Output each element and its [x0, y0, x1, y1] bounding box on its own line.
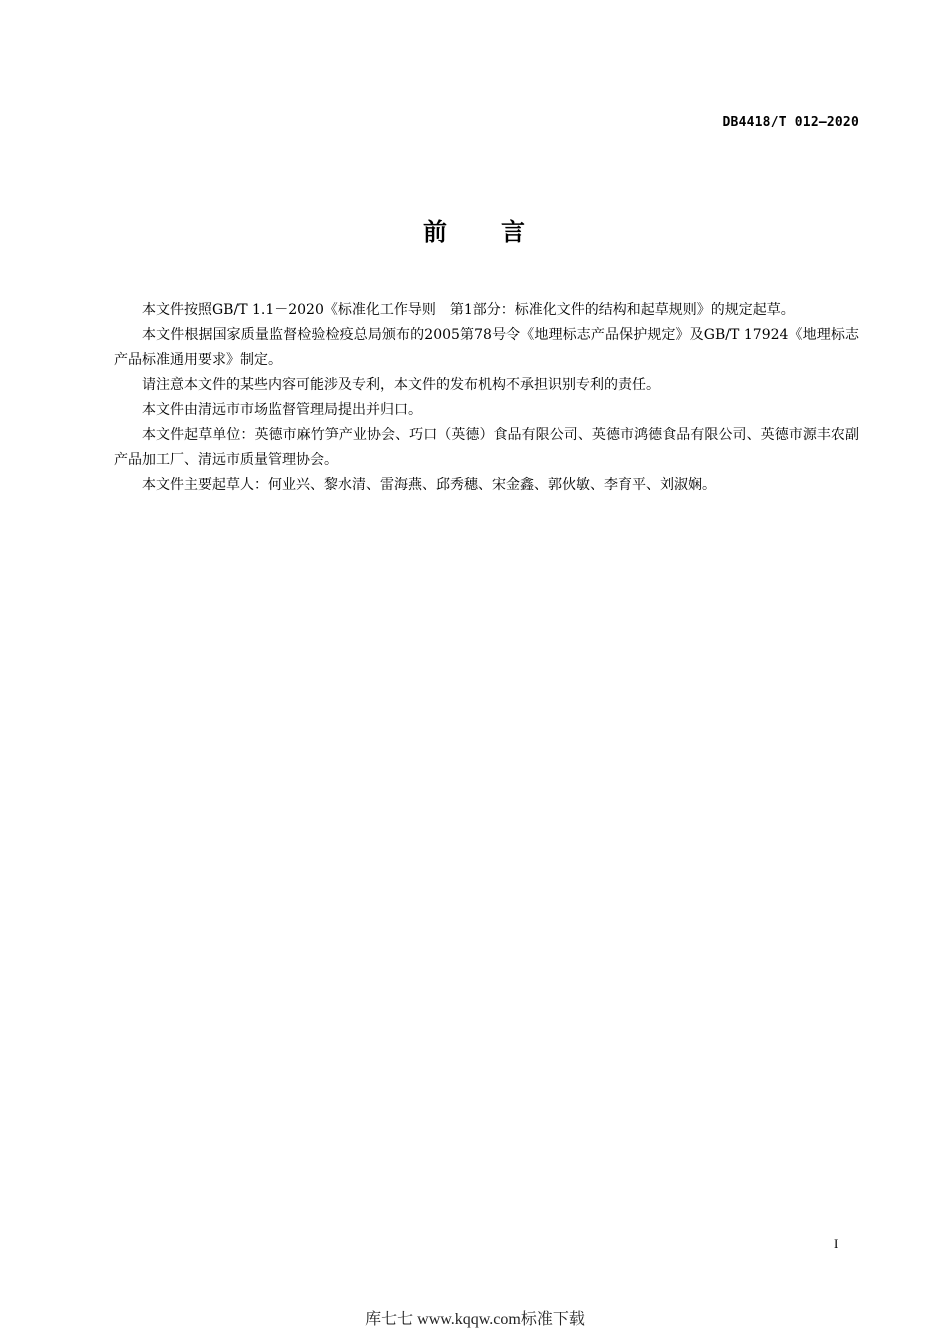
paragraph-drafting-units: 本文件起草单位：英德市麻竹笋产业协会、巧口（英德）食品有限公司、英德市鸿德食品有限公司、英德市源丰农副产品加工厂、清远市质量管理协会。 [114, 427, 859, 468]
paragraph-drafting-rules: 本文件按照GB/T 1.1－2020《标准化工作导则 第1部分：标准化文件的结构和起草规则》的规定起草。 [142, 302, 795, 318]
foreword-body [114, 298, 859, 498]
page-number: I [834, 1236, 839, 1251]
paragraph-proposer: 本文件由清远市市场监督管理局提出并归口。 [142, 402, 422, 418]
document-code: DB4418/T 012—2020 [722, 115, 859, 130]
page-title: 前 言 [423, 218, 527, 246]
footer-watermark: 库七七 www.kqqw.com标准下载 [365, 1311, 585, 1328]
paragraph-basis: 本文件根据国家质量监督检验检疫总局颁布的2005第78号令《地理标志产品保护规定》及GB/T 17924《地理标志产品标准通用要求》制定。 [114, 327, 859, 368]
paragraph-patent-notice: 请注意本文件的某些内容可能涉及专利，本文件的发布机构不承担识别专利的责任。 [142, 377, 660, 393]
paragraph-drafters: 本文件主要起草人：何业兴、黎水清、雷海燕、邱秀穗、宋金鑫、郭伙敏、李育平、刘淑娴。 [142, 477, 716, 493]
